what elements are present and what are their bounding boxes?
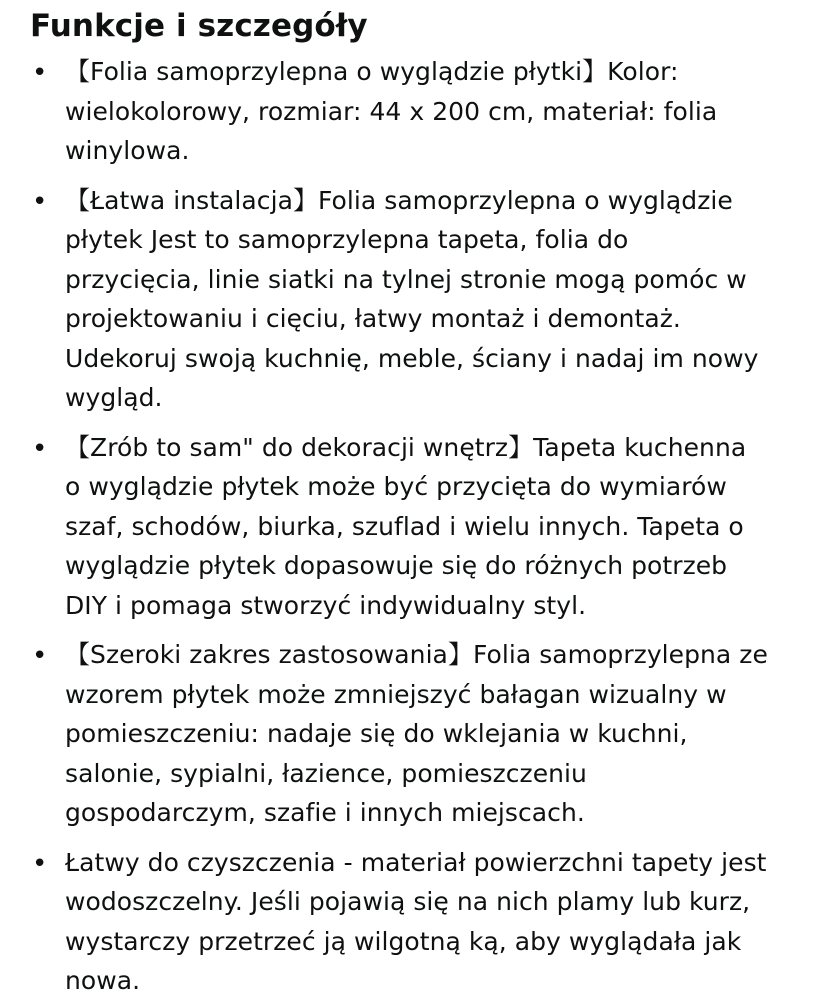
list-item-text: 【Łatwa instalacja】Folia samoprzylepna o wyglądzie płytek Jest to samoprzylepna tapeta, folia do przycięcia, linie siatki na tylnej stronie mogą pomóc w projektowaniu i cięciu, łatwy montaż i demontaż. Udekoruj swoją kuchnię, meble, ściany i nadaj im nowy wygląd.: [65, 185, 759, 412]
bullet-icon: •: [32, 433, 48, 464]
bullet-icon: •: [32, 58, 48, 88]
list-item: [30, 843, 810, 1001]
section-heading: Funkcje i szczegóły: [30, 8, 368, 44]
list-item-text: 【Zrób to sam" do dekoracji wnętrz】Tapeta kuchenna o wyglądzie płytek może być przycięta do wymiarów szaf, schodów, biurka, szuflad i wielu innych. Tapeta o wyglądzie płytek dopasowuje się do różnych potrzeb DIY i pomaga stworzyć indywidualny styl.: [65, 432, 747, 620]
list-item-text: 【Szeroki zakres zastosowania】Folia samoprzylepna ze wzorem płytek może zmniejszyć bałagan wizualny w pomieszczeniu: nadaje się do wklejania w kuchni, salonie, sypialni, łazience, pomieszczeniu gospodarczym, szafie i innych miejscach.: [65, 640, 768, 827]
list-item: [30, 52, 810, 171]
list-item: [30, 428, 810, 626]
list-item: [30, 181, 810, 418]
bullet-icon: •: [32, 186, 48, 217]
features-list: [30, 52, 839, 1001]
bullet-icon: •: [32, 848, 48, 879]
list-item: [30, 635, 810, 833]
list-item-text: Łatwy do czyszczenia - materiał powierzchni tapety jest wodoszczelny. Jeśli pojawią się na nich plamy lub kurz, wystarczy przetrzeć ją wilgotną ką, aby wyglądała jak nowa.: [65, 847, 767, 995]
bullet-icon: •: [32, 641, 48, 671]
list-item-text: 【Folia samoprzylepna o wyglądzie płytki】Kolor: wielokolorowy, rozmiar: 44 x 200 cm, materiał: folia winylowa.: [65, 57, 718, 165]
